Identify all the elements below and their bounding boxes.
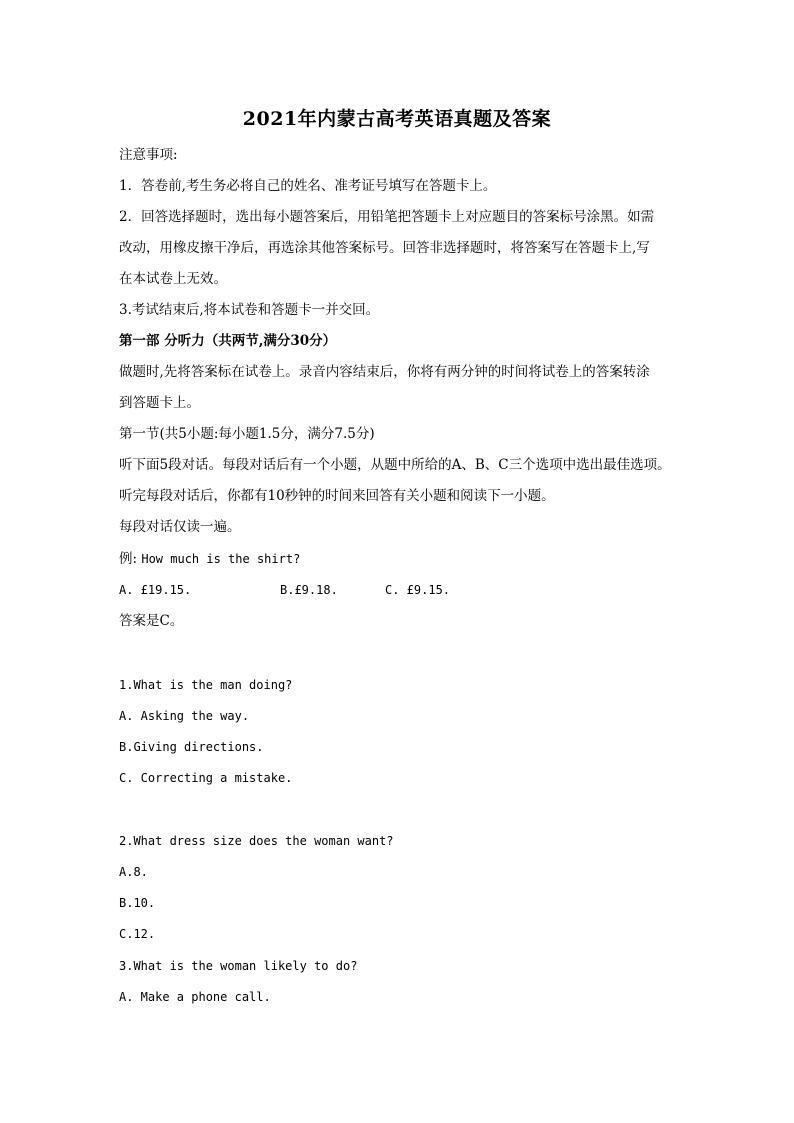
- question-3-stem: 3.What is the woman likely to do?: [119, 959, 358, 973]
- part1-intro-line-2: 到答题卡上。: [119, 395, 200, 411]
- question-2-stem: 2.What dress size does the woman want?: [119, 834, 394, 848]
- question-2-option-b: B.10.: [119, 896, 156, 910]
- question-2-option-a: A.8.: [119, 865, 148, 879]
- part1-heading: 第一部 分听力（共两节,满分30分）: [119, 333, 337, 349]
- question-2-option-c: C.12.: [119, 927, 156, 941]
- part1-intro-line-1: 做题时,先将答案标在试卷上。录音内容结束后，你将有两分钟的时间将试卷上的答案转涂: [119, 364, 650, 380]
- example-label: 例:: [119, 551, 138, 567]
- example-option-a: A. £19.15.: [119, 583, 192, 597]
- example-question: [119, 549, 679, 569]
- notice-item-2-line-1: 2．回答选择题时，选出每小题答案后，用铅笔把答题卡上对应题目的答案标号涂黑。如需: [119, 209, 655, 225]
- section1-instruction-line-1: 听下面5段对话。每段对话后有一个小题，从题中所给的A、B、C三个选项中选出最佳选项。: [119, 457, 671, 473]
- section1-instruction-line-3: 每段对话仅读一遍。: [119, 519, 241, 535]
- notice-item-2-line-3: 在本试卷上无效。: [119, 271, 227, 287]
- question-3-option-a: A. Make a phone call.: [119, 990, 271, 1004]
- example-option-c: C. £9.15.: [385, 583, 451, 597]
- notice-item-1: 1．答卷前,考生务必将自己的姓名、准考证号填写在答题卡上。: [119, 178, 497, 194]
- section1-heading: 第一节(共5小题:每小题1.5分，满分7.5分): [119, 426, 375, 442]
- example-options: [119, 580, 679, 600]
- example-option-b: B.£9.18.: [280, 583, 338, 597]
- question-1-option-c: C. Correcting a mistake.: [119, 771, 293, 785]
- page-title: 2021年内蒙古高考英语真题及答案: [242, 108, 552, 130]
- example-answer: 答案是C。: [119, 613, 184, 629]
- question-1-stem: 1.What is the man doing?: [119, 678, 293, 692]
- section1-instruction-line-2: 听完每段对话后，你都有10秒钟的时间来回答有关小题和阅读下一小题。: [119, 488, 555, 504]
- question-1-option-b: B.Giving directions.: [119, 740, 264, 754]
- example-question-text: How much is the shirt?: [141, 552, 301, 566]
- notice-item-2-line-2: 改动，用橡皮擦干净后，再选涂其他答案标号。回答非选择题时，将答案写在答题卡上,写: [119, 240, 650, 256]
- question-1-option-a: A. Asking the way.: [119, 709, 250, 723]
- notice-heading: 注意事项:: [119, 147, 178, 163]
- notice-item-3: 3.考试结束后,将本试卷和答题卡一并交回。: [119, 302, 380, 318]
